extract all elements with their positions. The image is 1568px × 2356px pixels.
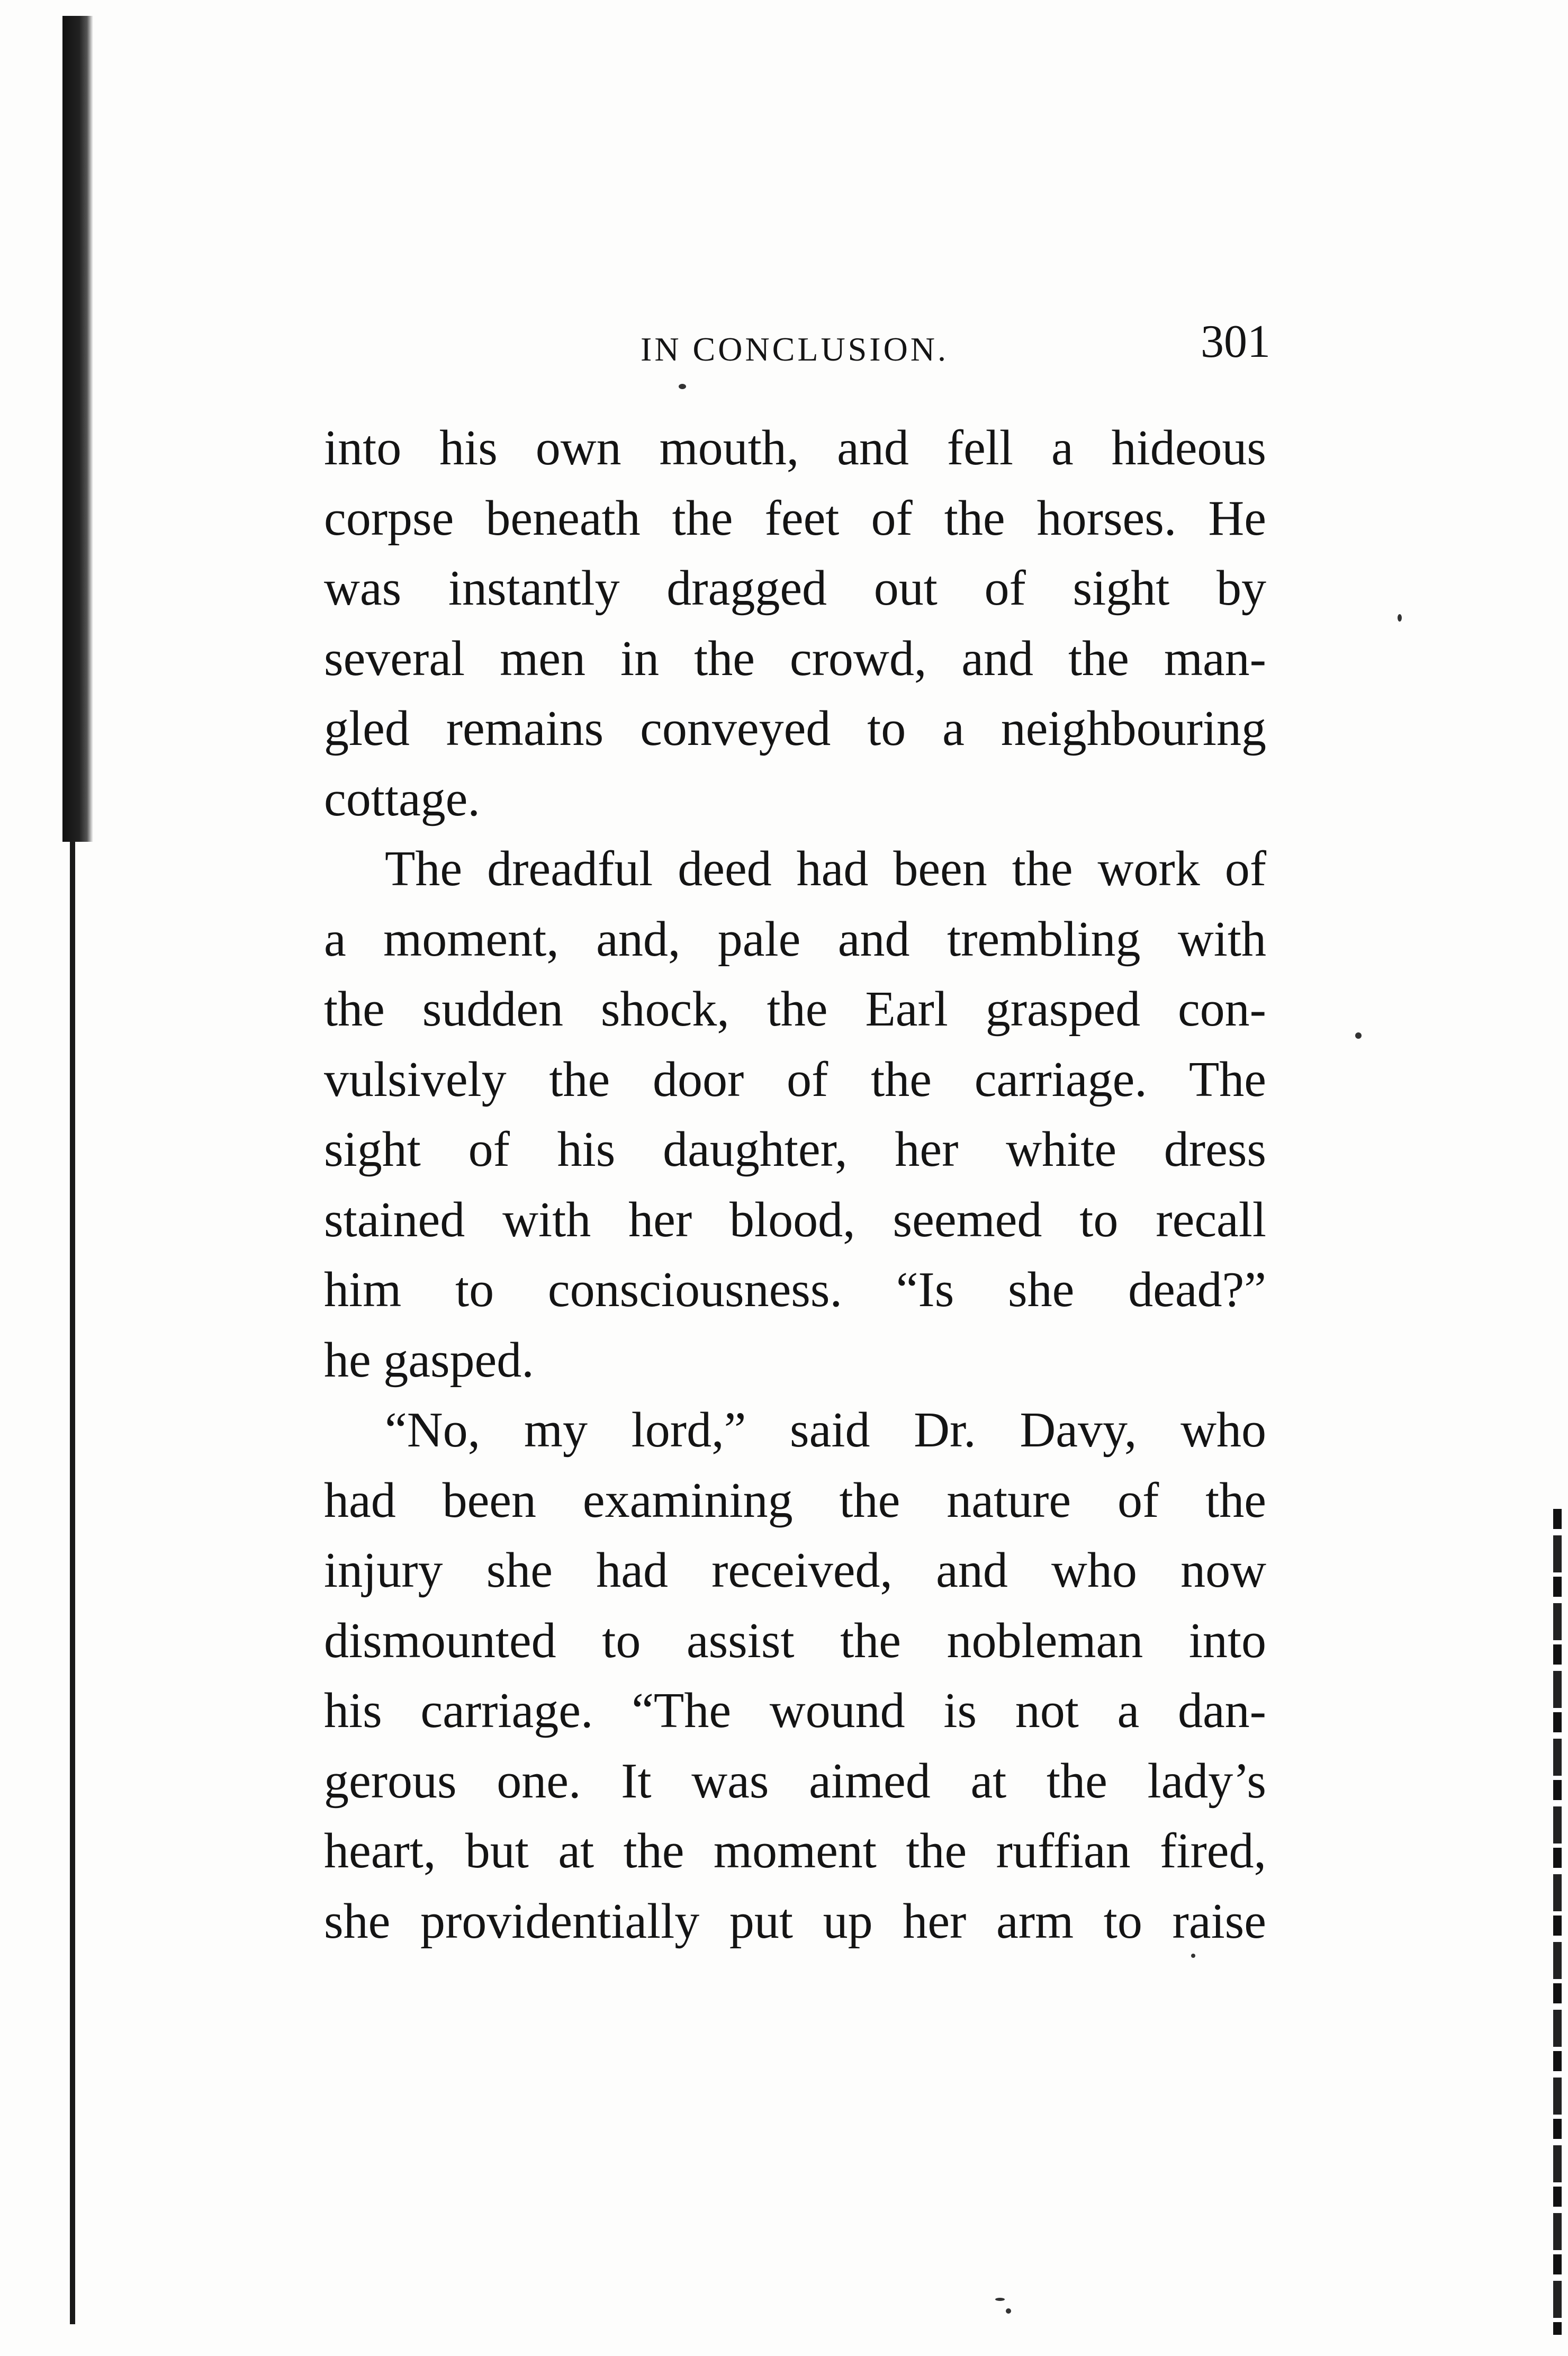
text-line: gerous one. It was aimed at the lady’s: [324, 1753, 1266, 1809]
text-line: stained with her blood, seemed to recall: [324, 1192, 1266, 1247]
text-line: injury she had received, and who now: [324, 1543, 1266, 1598]
text-line: he gasped.: [324, 1332, 534, 1388]
text-line: him to consciousness. “Is she dead?”: [324, 1262, 1266, 1317]
text-line: several men in the crowd, and the man-: [324, 631, 1266, 686]
text-line: “No, my lord,” said Dr. Davy, who: [385, 1402, 1266, 1458]
text-line: was instantly dragged out of sight by: [324, 561, 1266, 616]
text-line: gled remains conveyed to a neighbouring: [324, 701, 1266, 756]
text-line: The dreadful deed had been the work of: [385, 841, 1266, 896]
text-line: into his own mouth, and fell a hideous: [324, 420, 1266, 475]
paragraph: [324, 413, 1266, 834]
scan-speck: [1398, 614, 1402, 622]
text-line: a moment, and, pale and trembling with: [324, 911, 1266, 967]
scan-speck: [1191, 1954, 1195, 1958]
scan-speck: [1355, 1032, 1362, 1039]
scan-speck: [679, 384, 686, 389]
binding-edge-line: [70, 842, 75, 2324]
binding-edge-shadow: [62, 16, 93, 842]
text-line: his carriage. “The wound is not a dan-: [324, 1683, 1266, 1738]
paragraph: [324, 834, 1266, 1395]
page-number: 301: [1201, 316, 1270, 367]
page-header: [323, 315, 1270, 373]
scan-speck: [995, 2298, 1005, 2301]
text-line: the sudden shock, the Earl grasped con-: [324, 982, 1266, 1037]
text-line: dismounted to assist the nobleman into: [324, 1613, 1266, 1668]
body-text: [324, 413, 1266, 1956]
text-line: she providentially put up her arm to raise: [324, 1893, 1266, 1949]
scan-speck: [1006, 2308, 1011, 2314]
paragraph: [324, 1395, 1266, 1956]
text-line: corpse beneath the feet of the horses. He: [324, 490, 1266, 546]
text-line: vulsively the door of the carriage. The: [324, 1051, 1266, 1107]
text-line: sight of his daughter, her white dress: [324, 1122, 1266, 1177]
page-edge-marks: [1553, 1509, 1562, 2335]
running-title: IN CONCLUSION.: [641, 330, 949, 368]
text-line: cottage.: [324, 771, 480, 826]
text-line: had been examining the nature of the: [324, 1472, 1266, 1528]
text-line: heart, but at the moment the ruffian fired,: [324, 1823, 1266, 1878]
